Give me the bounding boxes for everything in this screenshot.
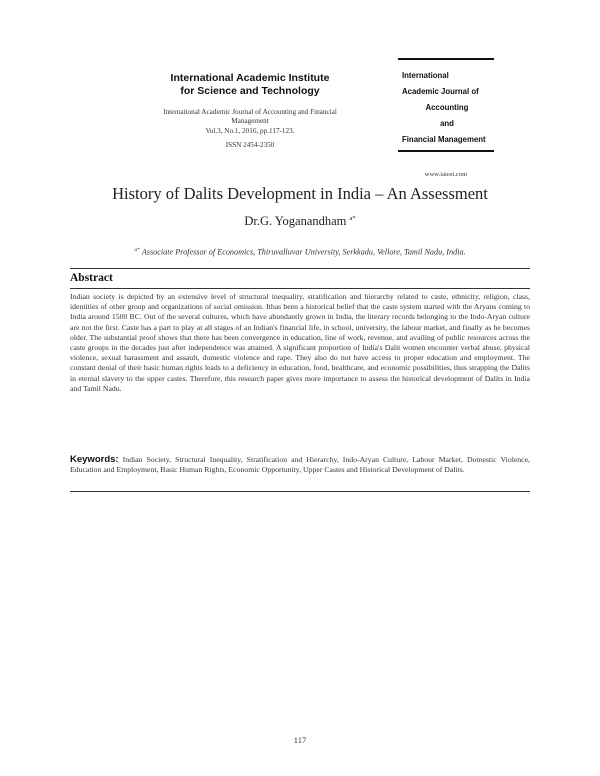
institute-name: [150, 72, 350, 98]
brand-line-1: International: [402, 71, 449, 80]
journal-volume: Vol.3, No.1, 2016, pp.117-123.: [205, 126, 295, 135]
brand-line-2: Academic Journal of: [402, 87, 479, 96]
keywords-block: [70, 455, 530, 475]
journal-website: www.iaiest.com: [424, 171, 468, 178]
institute-line-2: for Science and Technology: [180, 85, 320, 97]
abstract-text: Indian society is depicted by an extensive level of structural inequality, stratification and hierarchy related to caste, ethnicity, religion, class, identities of other group and organizations of social omission. Ithas been a historical belief that the caste system started with the Aryans coming to India around 1500 BC. Out of the several cultures, which have abundantly grown in India, the literary records belonging to the Indo-Aryan culture are not the first. Caste has a part to play at all stages of an Indian's financial life, in school, university, the labour market, and finally as he becomes older. The substantial proof shows that there has been convergence in education, line of work, revenue, and availing of public resources across the caste groups in the decades just after independence was attained. A significant proportion of India's Dalit women encounter verbal abuse, physical violence, sexual harassment and assault, domestic violence and rape. They also do not have access to proper education and employment. The constant denial of their basic human rights leads to a deficiency in education, food, healthcare, and economic possibilities, thus strapping the Dalits in eternal slavery to the upper castes. Therefore, this research paper gives more importance to assess the historical development of Dalits in India and Tamil Nadu.: [70, 292, 530, 393]
institute-line-1: International Academic Institute: [170, 72, 330, 84]
abstract-heading-rule: [70, 288, 530, 289]
brand-top-rule: [398, 58, 494, 60]
brand-line-5: Financial Management: [402, 135, 486, 144]
keywords-bottom-rule: [70, 491, 530, 492]
page-number: 117: [293, 735, 307, 745]
keywords-text: Indian Society, Structural Inequality, Stratification and Hierarchy, Indo-Aryan Culture, Labour Market, Domestic Violence, Education and Employment, Basic Human Rights, Economic Opportunity, Upper Castes and Historical Development of Dalits.: [70, 455, 530, 475]
journal-issn: ISSN 2454-2350: [225, 141, 275, 150]
journal-info: [150, 108, 350, 151]
affiliation-text: Associate Professor of Economics, Thiruvalluvar University, Serkkadu, Vellore, Tamil Nadu, India.: [141, 247, 466, 257]
journal-name-line-1: International Academic Journal of Accounting and Financial: [163, 108, 337, 116]
keywords-label: Keywords:: [70, 454, 119, 465]
paper-title: History of Dalits Development in India – An Assessment: [112, 184, 488, 203]
abstract-top-rule: [70, 268, 530, 269]
abstract-heading: Abstract: [70, 272, 113, 284]
author-superscript: a*: [349, 214, 356, 222]
author-line: [40, 214, 560, 229]
affiliation-superscript: a*: [134, 247, 140, 253]
brand-text: [402, 68, 498, 148]
journal-brand-box: [398, 58, 494, 154]
brand-line-4: and: [440, 119, 454, 128]
brand-line-3: Accounting: [425, 103, 469, 112]
author-name: Dr.G. Yoganandham: [244, 214, 347, 228]
journal-name-line-2: Management: [231, 117, 269, 126]
author-affiliation: [70, 247, 530, 257]
brand-bottom-rule: [398, 150, 494, 152]
